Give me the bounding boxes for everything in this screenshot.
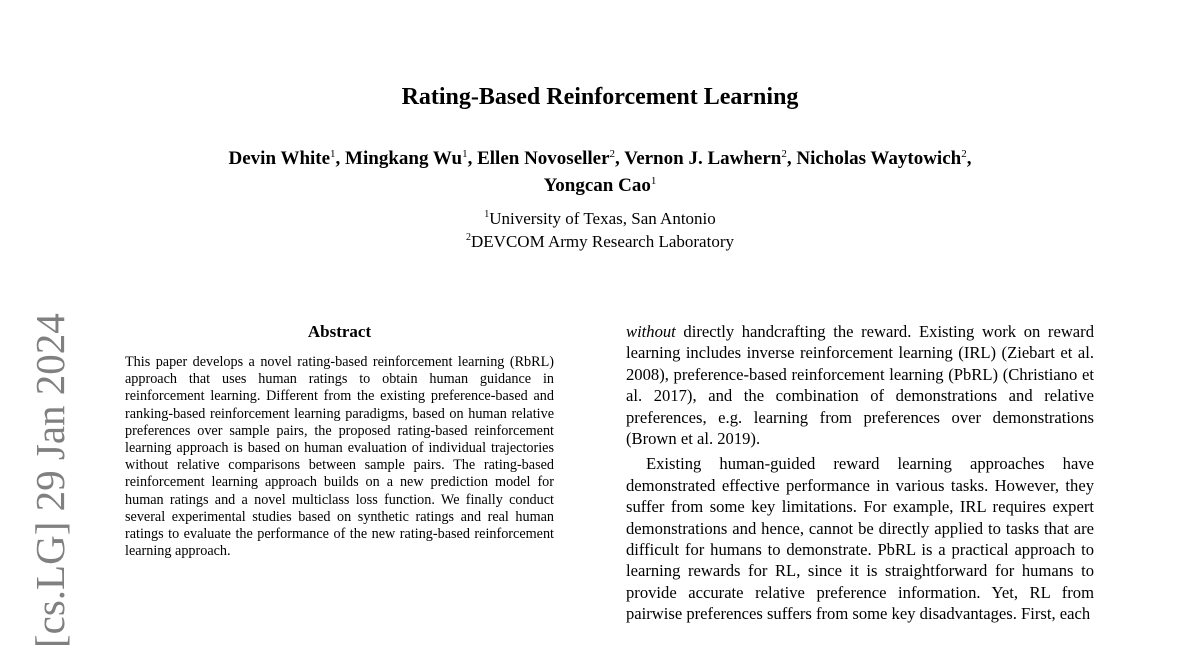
arxiv-stamp: [cs.LG] 29 Jan 2024 xyxy=(27,313,73,648)
affiliation-mark: 2 xyxy=(961,148,967,160)
affiliation-name: University of Texas, San Antonio xyxy=(489,209,716,228)
intro-column xyxy=(626,321,1094,625)
author-name: Nicholas Waytowich xyxy=(796,148,962,169)
affiliation-name: DEVCOM Army Research Laboratory xyxy=(471,232,734,251)
intro-italic-word: without xyxy=(626,322,676,341)
author: Nicholas Waytowich$^2$, xyxy=(796,148,972,169)
author xyxy=(544,175,657,196)
author: Ellen Novoseller$^2$, xyxy=(477,148,625,169)
abstract-section xyxy=(125,322,554,560)
abstract-heading: Abstract xyxy=(307,322,372,341)
affiliation xyxy=(0,207,1200,230)
affiliation-mark: 2 xyxy=(781,148,787,160)
affiliation-mark: 1 xyxy=(462,148,468,160)
author-name: Mingkang Wu xyxy=(345,148,463,169)
intro-paragraph xyxy=(626,321,1094,449)
author-list xyxy=(100,145,1100,199)
author-name: Yongcan Cao xyxy=(543,175,651,196)
intro-paragraph-text: directly handcrafting the reward. Existing work on reward learning includes inverse reinforcement learning (IRL) (Ziebart et al. 2008), preference-based reinforcement learning (PbRL) (Christiano et al. 2017), and the combination of demonstrations and relative preferences, e.g. learning from preferences over demonstrations (Brown et al. 2019). xyxy=(626,322,1094,449)
intro-paragraph: Existing human-guided reward learning approaches have demonstrated effective performance in various tasks. However, they suffer from some key limitations. For example, IRL requires expert demonstrations and hence, cannot be directly applied to tasks that are difficult for humans to demonstrate. PbRL is a practical approach to learning rewards for RL, since it is straightforward for humans to provide accurate relative preference information. Yet, RL from pairwise preferences suffers from some key disadvantages. First, each xyxy=(626,454,1094,624)
abstract-body: This paper develops a novel rating-based reinforcement learning (RbRL) approach that uses human ratings to obtain human guidance in reinforcement learning. Different from the existing preference-based and ranking-based reinforcement learning paradigms, based on human relative preferences over sample pairs, the proposed rating-based reinforcement learning approach is based on human evaluation of individual trajectories without relative comparisons between sample pairs. The rating-based reinforcement learning approach builds on a new prediction model for human ratings and a novel multiclass loss function. We finally conduct several experimental studies based on synthetic ratings and real human ratings to evaluate the performance of the new rating-based reinforcement learning approach. xyxy=(125,354,554,560)
affiliation-mark: 1 xyxy=(484,209,490,220)
author-name: Ellen Novoseller xyxy=(477,148,610,169)
affiliation-mark: 1 xyxy=(330,148,336,160)
paper-title: Rating-Based Reinforcement Learning xyxy=(401,84,799,110)
affiliation-mark: 2 xyxy=(466,232,472,243)
author-name: Devin White xyxy=(228,148,331,169)
author-name: Vernon J. Lawhern xyxy=(624,148,782,169)
author: Mingkang Wu$^1$, xyxy=(345,148,478,169)
author: Devin White$^1$, xyxy=(228,148,346,169)
author: Vernon J. Lawhern$^2$, xyxy=(624,148,797,169)
affiliation-mark: 2 xyxy=(609,148,616,160)
affiliation xyxy=(0,230,1200,253)
affiliation-mark: 1 xyxy=(650,175,657,187)
affiliation-list xyxy=(0,207,1200,253)
